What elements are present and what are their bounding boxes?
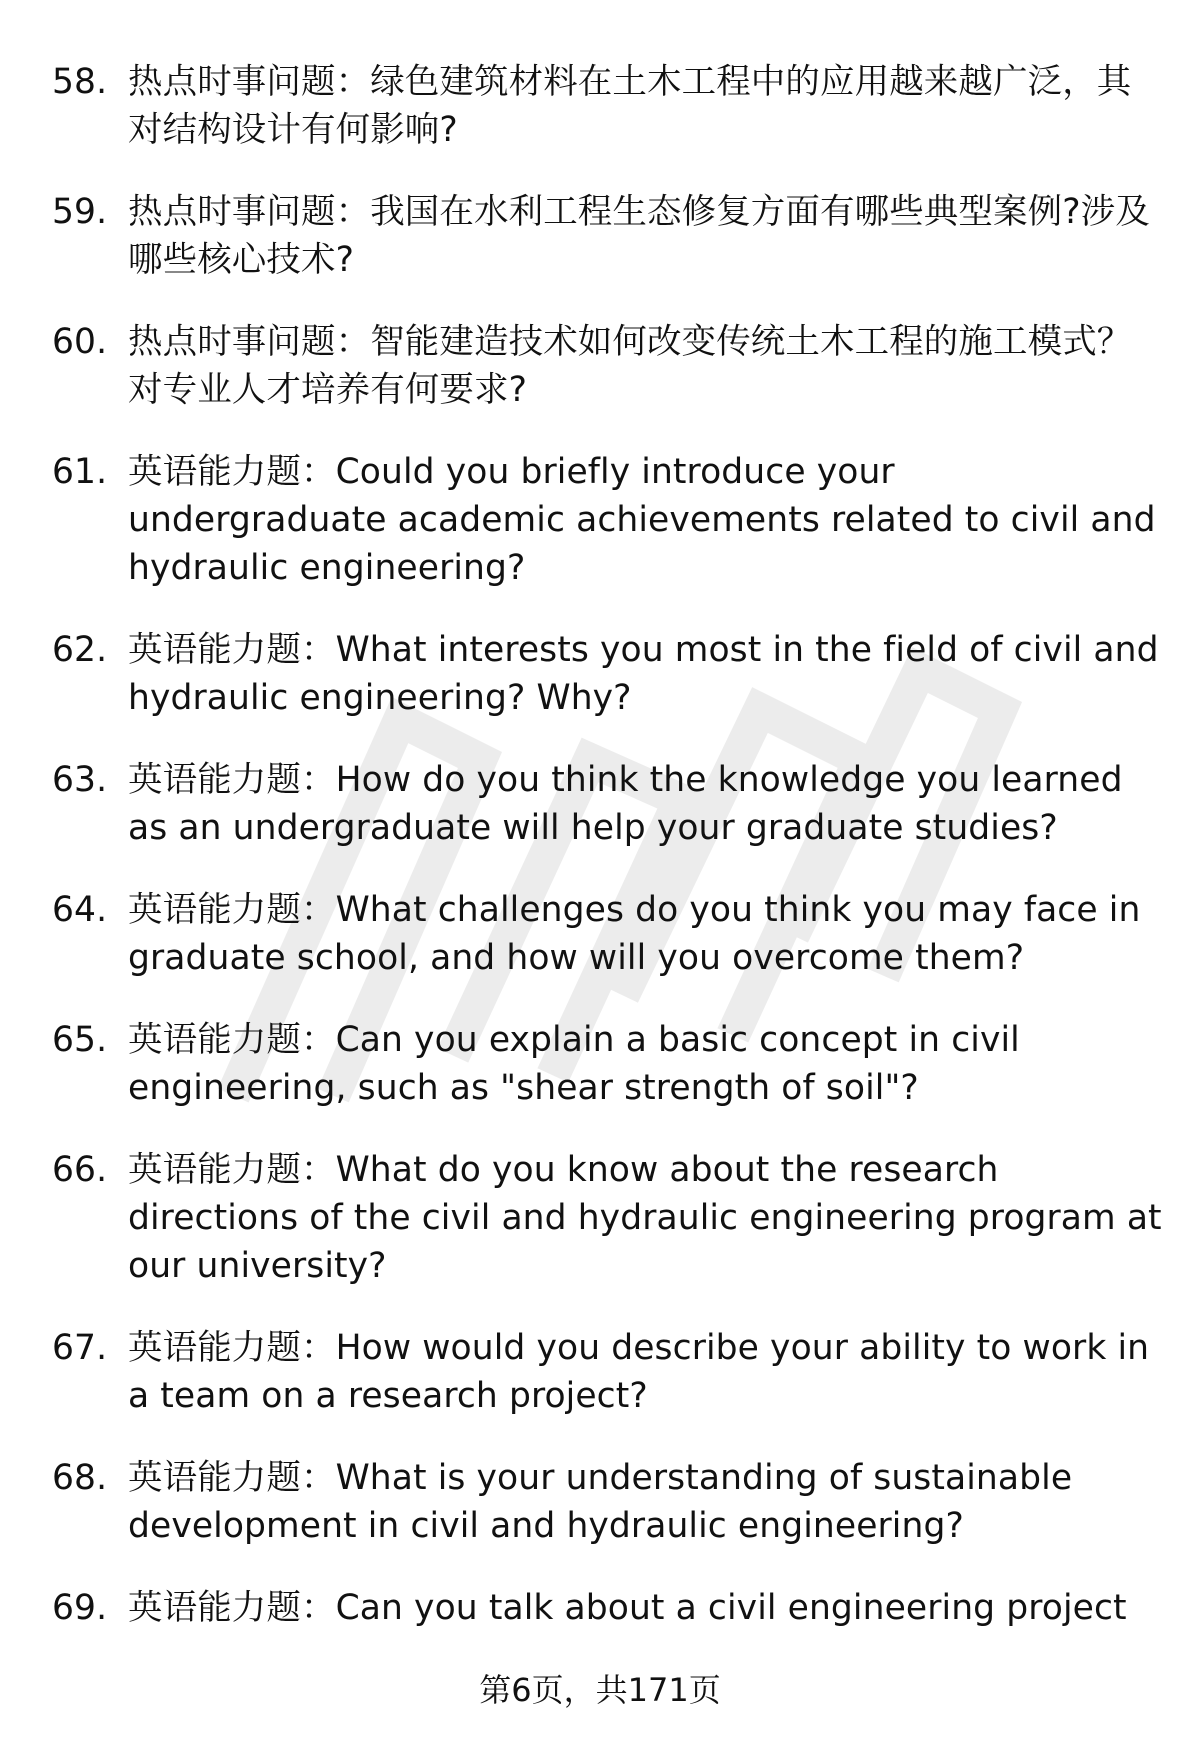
list-item — [52, 188, 1162, 284]
question-number: 62. — [52, 630, 108, 670]
question-text: 热点时事问题：我国在水利工程生态修复方面有哪些典型案例?涉及哪些核心技术? — [128, 192, 1150, 280]
question-text: 英语能力题：What do you know about the research directions of the civil and hydraulic engineering program at our university? — [128, 1150, 1162, 1286]
list-item — [52, 886, 1162, 982]
page-footer: 第6页，共171页 — [479, 1671, 721, 1709]
question-text: 热点时事问题：绿色建筑材料在土木工程中的应用越来越广泛，其对结构设计有何影响? — [128, 62, 1132, 150]
question-number: 63. — [52, 760, 108, 800]
list-item — [52, 1454, 1162, 1550]
list-item — [52, 1584, 1162, 1632]
question-number: 64. — [52, 890, 108, 930]
question-number: 58. — [52, 62, 108, 102]
list-item — [52, 58, 1162, 154]
question-list — [52, 58, 1162, 1666]
question-number: 67. — [52, 1328, 108, 1368]
list-item — [52, 318, 1162, 414]
question-text: 热点时事问题：智能建造技术如何改变传统土木工程的施工模式？对专业人才培养有何要求? — [128, 322, 1132, 410]
question-number: 61. — [52, 452, 108, 492]
question-number: 68. — [52, 1458, 108, 1498]
question-text: 英语能力题：Can you talk about a civil engineering project — [128, 1588, 1127, 1628]
question-text: 英语能力题：What is your understanding of sustainable development in civil and hydraulic engineering? — [128, 1458, 1073, 1546]
question-text: 英语能力题：How do you think the knowledge you learned as an undergraduate will help your graduate studies? — [128, 760, 1123, 848]
question-text: 英语能力题：Can you explain a basic concept in civil engineering, such as "shear strength of soil"? — [128, 1020, 1020, 1108]
list-item — [52, 626, 1162, 722]
question-text: 英语能力题：What interests you most in the field of civil and hydraulic engineering? Why? — [128, 630, 1159, 718]
question-number: 60. — [52, 322, 108, 362]
question-number: 66. — [52, 1150, 108, 1190]
list-item — [52, 448, 1162, 592]
question-number: 65. — [52, 1020, 108, 1060]
question-text: 英语能力题：What challenges do you think you may face in graduate school, and how will you overcome them? — [128, 890, 1141, 978]
question-number: 69. — [52, 1588, 108, 1628]
list-item — [52, 1146, 1162, 1290]
question-text: 英语能力题：Could you briefly introduce your undergraduate academic achievements related to civil and hydraulic engineering? — [128, 452, 1156, 588]
question-number: 59. — [52, 192, 108, 232]
question-text: 英语能力题：How would you describe your ability to work in a team on a research project? — [128, 1328, 1150, 1416]
list-item — [52, 1016, 1162, 1112]
list-item — [52, 756, 1162, 852]
list-item — [52, 1324, 1162, 1420]
